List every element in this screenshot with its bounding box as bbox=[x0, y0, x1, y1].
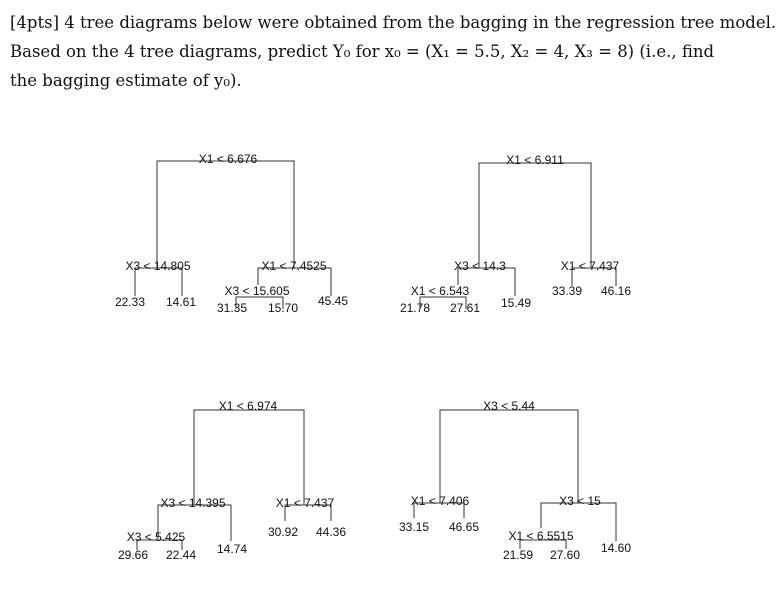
tree-3-right-split-label: X1 < 7.437 bbox=[275, 496, 335, 510]
tree-3-leaf-3: 14.74 bbox=[216, 542, 248, 556]
tree-4-sub-split-label: X1 < 6.5515 bbox=[508, 529, 574, 543]
tree-1-leaf-3: 31.35 bbox=[216, 301, 248, 315]
tree-4-leaf-3: 21.59 bbox=[502, 548, 534, 562]
tree-2 bbox=[400, 153, 631, 315]
tree-1-right-split-label: X1 < 7.4525 bbox=[261, 259, 327, 273]
tree-4-leaf-4: 27.60 bbox=[549, 548, 581, 562]
tree-1-leaf-4: 15.70 bbox=[267, 301, 299, 315]
tree-1-root-branch bbox=[157, 161, 294, 268]
tree-2-left-split-label: X3 < 14.3 bbox=[454, 259, 506, 273]
tree-3-leaf-2: 22.44 bbox=[165, 548, 197, 562]
question-line-3: the bagging estimate of y₀). bbox=[10, 71, 242, 90]
tree-2-leaf-4: 33.39 bbox=[551, 284, 583, 298]
tree-4-root-label: X3 < 5.44 bbox=[483, 399, 535, 413]
tree-3 bbox=[118, 399, 346, 562]
tree-3-sub-split-label: X3 < 5.425 bbox=[126, 530, 186, 544]
tree-4-leaf-5: 14.60 bbox=[600, 541, 632, 555]
tree-3-root-label: X1 < 6.974 bbox=[218, 399, 278, 413]
tree-2-leaf-2: 27.61 bbox=[449, 301, 481, 315]
tree-2-leaf-5: 46.16 bbox=[600, 284, 632, 298]
tree-1-sub-split-label: X3 < 15.605 bbox=[224, 284, 290, 298]
question-line-2: Based on the 4 tree diagrams, predict Y₀ for x₀ = (X₁ = 5.5, X₂ = 4, X₃ = 8) (i.e., find bbox=[10, 42, 715, 61]
tree-4-right-split-label: X3 < 15 bbox=[559, 494, 601, 508]
tree-3-leaf-5: 44.36 bbox=[315, 525, 347, 539]
tree-4 bbox=[399, 399, 631, 562]
tree-1 bbox=[115, 152, 348, 315]
tree-3-root-branch bbox=[194, 410, 304, 505]
tree-4-left-split-label: X1 < 7.406 bbox=[410, 494, 470, 508]
tree-1-root-label: X1 < 6.676 bbox=[198, 152, 258, 166]
tree-2-root-label: X1 < 6.911 bbox=[506, 153, 564, 167]
tree-2-root-branch bbox=[479, 163, 591, 268]
tree-1-leaf-2: 14.61 bbox=[165, 295, 197, 309]
tree-2-sub-split-label: X1 < 6.543 bbox=[410, 284, 470, 298]
tree-1-leaf-5: 45.45 bbox=[317, 294, 349, 308]
tree-1-left-split-label: X3 < 14.805 bbox=[125, 259, 191, 273]
tree-2-leaf-1: 21.78 bbox=[399, 301, 431, 315]
tree-3-leaf-4: 30.92 bbox=[267, 525, 299, 539]
tree-4-leaf-2: 46.65 bbox=[448, 520, 480, 534]
tree-4-root-branch bbox=[440, 410, 578, 503]
question-line-1: [4pts] 4 tree diagrams below were obtained from the bagging in the regression tree model. bbox=[10, 13, 777, 32]
tree-4-leaf-1: 33.15 bbox=[398, 520, 430, 534]
tree-2-leaf-3: 15.49 bbox=[500, 296, 532, 310]
tree-1-leaf-1: 22.33 bbox=[114, 295, 146, 309]
tree-2-right-split-label: X1 < 7.437 bbox=[560, 259, 620, 273]
tree-3-leaf-1: 29.66 bbox=[117, 548, 149, 562]
tree-3-left-split-label: X3 < 14.395 bbox=[160, 496, 226, 510]
